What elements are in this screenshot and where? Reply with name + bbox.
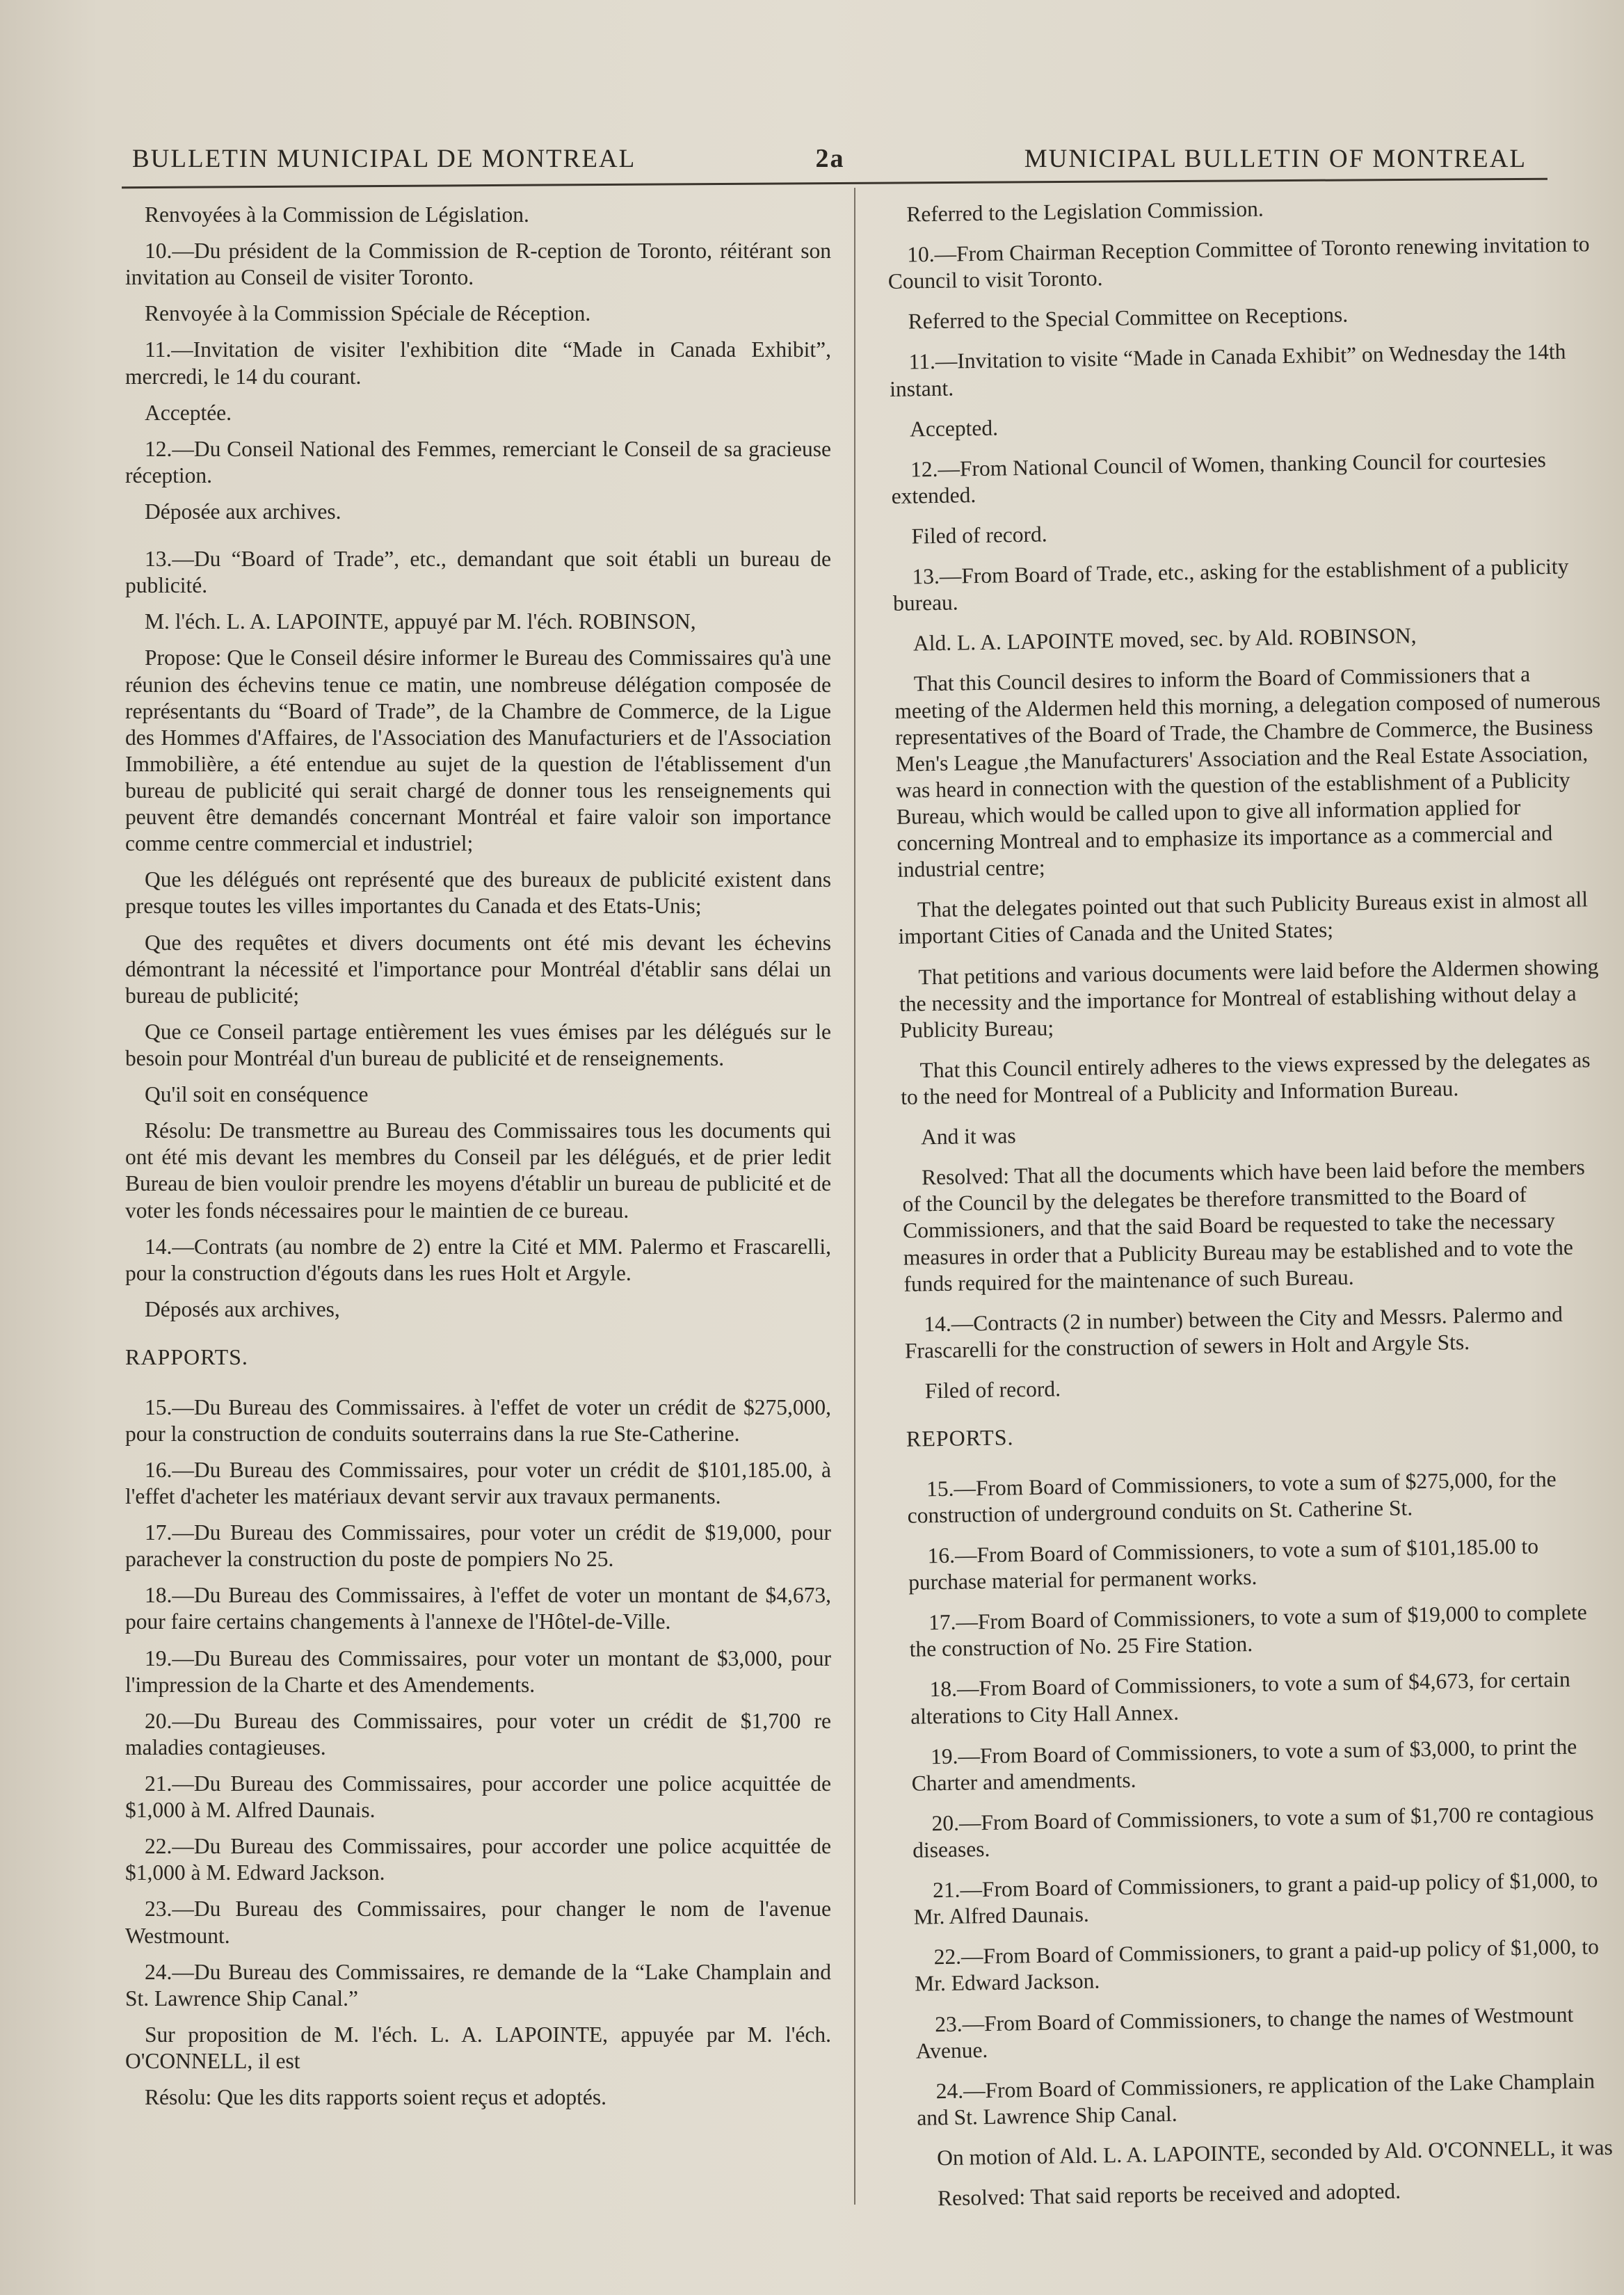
paragraph: Referred to the Special Committee on Receptions. [908,302,1349,334]
paragraph: Que les délégués ont représenté que des bureaux de publicité existent dans presque toutes les villes importantes du Canada et des Etats-Unis; [125,867,831,919]
paragraph: 10.—From Chairman Reception Committee of Toronto renewing invitation to Council to visit Toronto. [887,232,1590,294]
paragraph: 23.—Du Bureau des Commissaires, pour changer le nom de l'avenue Westmount. [125,1897,831,1948]
paragraph: 21.—Du Bureau des Commissaires, pour accorder une police acquittée de $1,000 à M. Alfred Daunais. [125,1771,831,1823]
paragraph: 15.—From Board of Commissioners, to vote a sum of $275,000, for the construction of underground conduits on St. Catherine St. [907,1466,1557,1528]
paragraph: 11.—Invitation de visiter l'exhibition dite “Made in Canada Exhibit”, mercredi, le 14 du courant. [125,337,831,389]
paragraph: 16.—Du Bureau des Commissaires, pour voter un crédit de $101,185.00, à l'effet d'acheter les matériaux devant servir aux travaux permanents. [125,1457,831,1508]
paragraph: Que ce Conseil partage entièrement les vues émises par les délégués sur le besoin pour Montréal d'un bureau de publicité et de renseignements. [125,1019,831,1070]
header-french-title: BULLETIN MUNICIPAL DE MONTREAL [132,145,636,173]
french-column [125,202,831,2120]
paragraph: Renvoyée à la Commission Spéciale de Réception. [145,301,591,326]
paragraph: 19.—From Board of Commissioners, to vote a sum of $3,000, to print the Charter and amendments. [911,1734,1577,1796]
paragraph: Sur proposition de M. l'éch. L. A. LAPOINTE, appuyée par M. l'éch. O'CONNELL, il est [125,2022,831,2073]
paragraph: Qu'il soit en conséquence [145,1082,369,1107]
paragraph: 21.—From Board of Commissioners, to grant a paid-up policy of $1,000, to Mr. Alfred Daunais. [913,1867,1598,1929]
paragraph: Déposée aux archives. [145,499,341,524]
paragraph: 19.—Du Bureau des Commissaires, pour voter un montant de $3,000, pour l'impression de la Charte et des Amendements. [125,1645,831,1697]
paragraph: 18.—Du Bureau des Commissaires, à l'effet de voter un montant de $4,673, pour faire certains changements à l'annexe de l'Hôtel-de-Ville. [125,1583,831,1634]
paragraph: Resolved: That said reports be received and adopted. [937,2178,1401,2211]
paragraph: Que des requêtes et divers documents ont été mis devant les échevins démontrant la nécessité et l'importance pour Montréal d'établir sans délai un bureau de publicité; [125,930,831,1008]
paragraph: 14.—Contracts (2 in number) between the City and Messrs. Palermo and Frascarelli for the construction of sewers in Holt and Argyle Sts. [904,1301,1563,1363]
paragraph: Referred to the Legislation Commission. [906,196,1264,227]
paragraph: Déposés aux archives, [145,1296,340,1321]
paragraph: 15.—Du Bureau des Commissaires. à l'effet de voter un crédit de $275,000, pour la construction de conduits souterrains dans la rue Ste-Catherine. [125,1394,831,1446]
paragraph: On motion of Ald. L. A. LAPOINTE, seconded by Ald. O'CONNELL, it was [936,2134,1613,2171]
english-column [887,191,1624,2226]
paragraph: 17.—From Board of Commissioners, to vote a sum of $19,000 to complete the construction of No. 25 Fire Station. [909,1600,1587,1662]
paragraph: Propose: Que le Conseil désire informer le Bureau des Commissaires qu'à une réunion des échevins tenue ce matin, une nombreuse délégation composée de représentants du “Board of Trade”, de la Chambre de Commerce, de la Ligue des Hommes d'Affaires, de l'Association des Manufacturiers et de l'Association Immobilière, a été entendue au sujet de la question de l'établissement d'un bureau de publicité qui serait chargé de donner tous les renseignements qui peuvent être demandés concernant Montréal et faire valoir son importance comme centre commercial et industriel; [125,645,831,856]
paragraph: 11.—Invitation to visite “Made in Canada Exhibit” on Wednesday the 14th instant. [889,339,1566,401]
paragraph: 20.—From Board of Commissioners, to vote a sum of $1,700 re contagious diseases. [912,1801,1594,1862]
paragraph: Résolu: De transmettre au Bureau des Commissaires tous les documents qui ont été mis devant les membres du Conseil par les délégués, et de prier ledit Bureau de bien vouloir prendre les moyens d'établir un bureau de publicité et de voter les fonds nécessaires pour le maintien de ce bureau. [125,1118,831,1223]
paragraph: Resolved: That all the documents which have been laid before the members of the Council by the delegates be therefore transmitted to the Board of Commissioners, and that the said Board be requested to take the necessary measures in order that a Publicity Bureau may be established and to vote the funds required for the maintenance of such Bureau. [902,1154,1585,1296]
paragraph: 12.—From National Council of Women, thanking Council for courtesies extended. [891,446,1546,508]
section-heading: RAPPORTS. [125,1344,248,1369]
paragraph: 23.—From Board of Commissioners, to change the names of Westmount Avenue. [915,2002,1574,2063]
paragraph: That petitions and various documents were laid before the Aldermen showing the necessity and the importance for Montreal of establishing without delay a Publicity Bureau; [899,953,1599,1042]
paragraph: Acceptée. [145,400,232,425]
section-heading: REPORTS. [906,1424,1014,1451]
paragraph: 22.—From Board of Commissioners, to grant a paid-up policy of $1,000, to Mr. Edward Jackson. [914,1934,1600,1997]
paragraph: Filed of record. [924,1376,1061,1403]
paragraph: 16.—From Board of Commissioners, to vote a sum of $101,185.00 to purchase material for permanent works. [908,1533,1539,1595]
paragraph: 24.—From Board of Commissioners, re application of the Lake Champlain and St. Lawrence Ship Canal. [917,2068,1595,2130]
paragraph: Filed of record. [911,522,1047,549]
paragraph: 13.—Du “Board of Trade”, etc., demandant que soit établi un bureau de publicité. [125,547,831,598]
paragraph: That this Council desires to inform the Board of Commissioners that a meeting of the Aldermen held this morning, a delegation composed of numerous representatives of the Board of Trade, the Chambre de Commerce, the Business Men's League ,the Manufacturers' Association and the Real Estate Association, was heard in connection with the question of the establishment of a Publicity Bureau, which would be called upon to give all information applied for concerning Montreal and to emphasize its importance as a commercial and industrial centre; [894,661,1601,883]
paragraph: That this Council entirely adheres to the views expressed by the delegates as to the need for Montreal of a Publicity and Information Bureau. [900,1047,1591,1109]
header-rule [122,178,1547,189]
paragraph: That the delegates pointed out that such Publicity Bureaus exist in almost all important Cities of Canada and the United States; [898,887,1589,949]
paragraph: Ald. L. A. LAPOINTE moved, sec. by Ald. ROBINSON, [913,623,1417,656]
paragraph: Accepted. [909,415,999,442]
paragraph: 18.—From Board of Commissioners, to vote a sum of $4,673, for certain alterations to City Hall Annex. [910,1667,1571,1729]
paragraph: 14.—Contrats (au nombre de 2) entre la Cité et MM. Palermo et Frascarelli, pour la construction d'égouts dans les rues Holt et Argyle. [125,1234,831,1285]
paragraph: 13.—From Board of Trade, etc., asking for the establishment of a publicity bureau. [892,554,1569,616]
page-header [132,111,1527,174]
paragraph: Résolu: Que les dits rapports soient reçus et adoptés. [145,2085,606,2110]
paragraph: 12.—Du Conseil National des Femmes, remerciant le Conseil de sa gracieuse réception. [125,436,831,488]
header-english-title: MUNICIPAL BULLETIN OF MONTREAL [1024,145,1527,173]
paragraph: M. l'éch. L. A. LAPOINTE, appuyé par M. l'éch. ROBINSON, [145,609,696,634]
paragraph: 22.—Du Bureau des Commissaires, pour accorder une police acquittée de $1,000 à M. Edward Jackson. [125,1834,831,1885]
column-divider [854,188,855,2205]
paragraph: And it was [920,1123,1016,1150]
paragraph: 10.—Du président de la Commission de R-ception de Toronto, réitérant son invitation au Conseil de visiter Toronto. [125,239,831,290]
paragraph: 20.—Du Bureau des Commissaires, pour voter un crédit de $1,700 re maladies contagieuses. [125,1708,831,1760]
paragraph: 24.—Du Bureau des Commissaires, re demande de la “Lake Champlain and St. Lawrence Ship Canal.” [125,1959,831,2011]
paragraph: 17.—Du Bureau des Commissaires, pour voter un crédit de $19,000, pour parachever la construction du poste de pompiers No 25. [125,1520,831,1572]
page-number: 2a [815,144,845,173]
paragraph: Renvoyées à la Commission de Législation. [145,202,529,227]
